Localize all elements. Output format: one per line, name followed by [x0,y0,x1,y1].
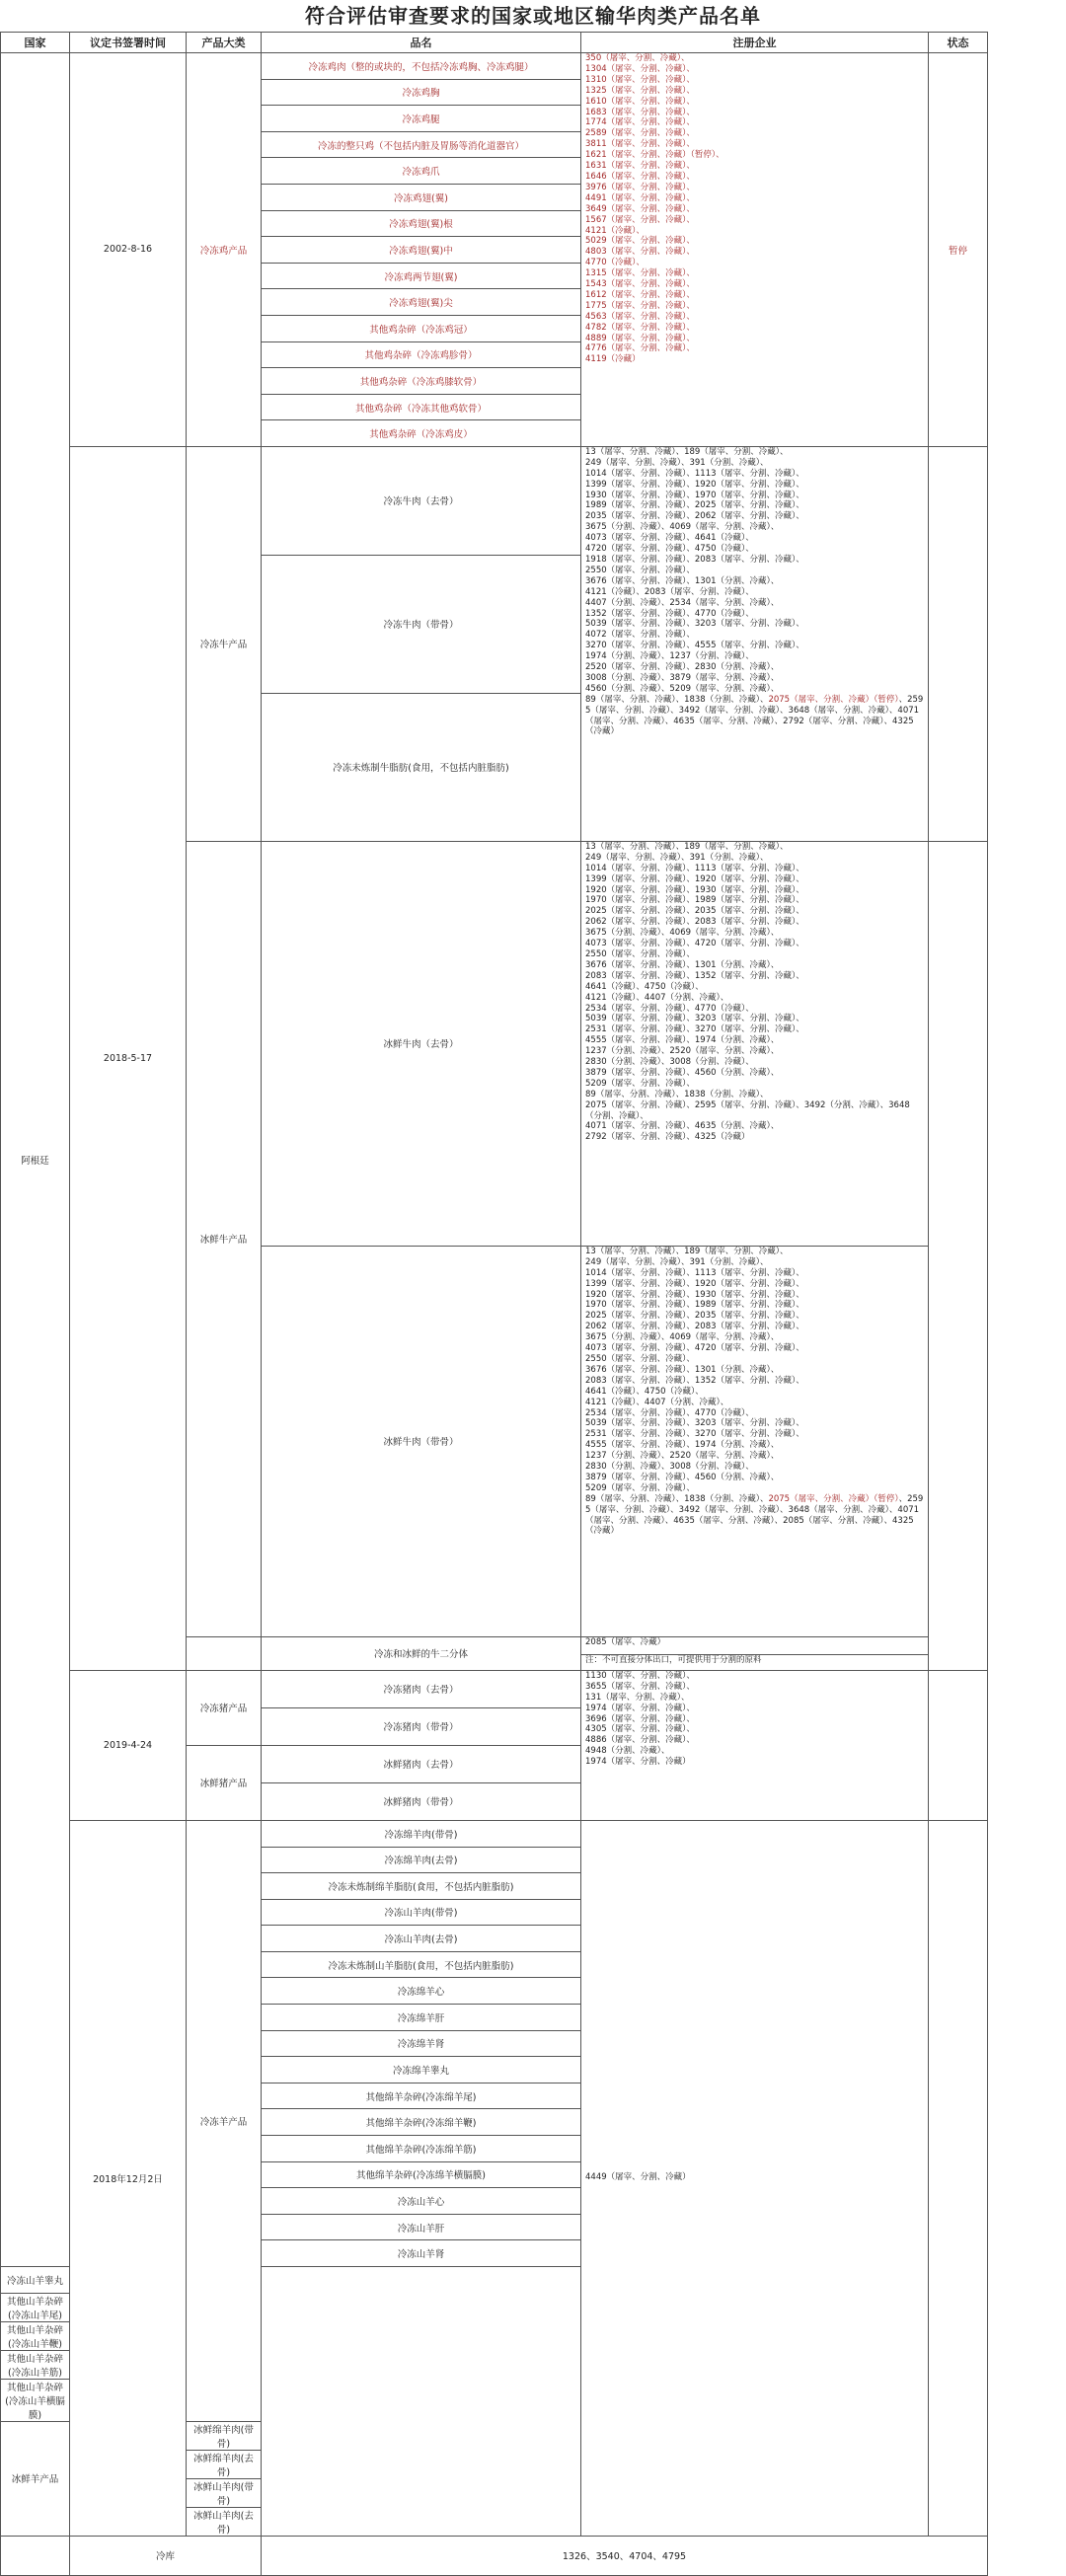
pork-date: 2019-4-24 [70,1670,187,1820]
product-name: 冷冻山羊肉(带骨) [262,1899,581,1926]
product-name: 其他山羊杂碎(冷冻山羊筋) [1,2350,70,2379]
product-name: 冷冻绵羊肝 [262,2005,581,2031]
enterprise-list: 13（屠宰、分割、冷藏）、189（屠宰、分割、冷藏）、 249（屠宰、分割、冷藏）、391（分割、冷藏）、 1014（屠宰、分割、冷藏）、1113（屠宰、分割、冷藏）、 1399（屠宰、分割、冷藏）、1920（屠宰、分割、冷藏）、 1930（屠宰、分割、冷藏）、1970（屠宰、分割、冷藏）、 1989（屠宰、分割、冷藏）、2025（屠宰、分割、冷藏）、 2035（屠宰、分割、冷藏）、2062（屠宰、分割、冷藏）、 3675（分割、冷藏）、4069（屠宰、分割、冷藏）、 4073（屠宰、分割、冷藏）、4641（冷藏）、 4720（屠宰、分割、冷藏）、4750（冷藏）、 1918（屠宰、分割、冷藏）、2083（屠宰、分割、冷藏）、 2550（屠宰、分割、冷藏）、 3676（屠宰、分割、冷藏）、1301（分割、冷藏）、 4121（冷藏）、2083（屠宰、分割、冷藏）、 4407（分割、冷藏）、2534（屠宰、分割、冷藏）、 1352（屠宰、分割、冷藏）、4770（冷藏）、 5039（屠宰、分割、冷藏）、3203（屠宰、分割、冷藏）、 4072（屠宰、分割、冷藏）、 3270（屠宰、分割、冷藏）、4555（屠宰、分割、冷藏）、 1974（分割、冷藏）、1237（分割、冷藏）、 2520（屠宰、分割、冷藏）、2830（分割、冷藏）、 3008（分割、冷藏）、3879（屠宰、分割、冷藏）、 4560（分割、冷藏）、5209（屠宰、分割、冷藏）、 89（屠宰、分割、冷藏）、1838（分割、冷藏）、 [585,446,804,705]
enterprise-list: 13（屠宰、分割、冷藏）、189（屠宰、分割、冷藏）、 249（屠宰、分割、冷藏）、391（分割、冷藏）、 1014（屠宰、分割、冷藏）、1113（屠宰、分割、冷藏）、 1399（屠宰、分割、冷藏）、1920（屠宰、分割、冷藏）、 1920（屠宰、分割、冷藏）、1930（屠宰、分割、冷藏）、 1970（屠宰、分割、冷藏）、1989（屠宰、分割、冷藏）、 2025（屠宰、分割、冷藏）、2035（屠宰、分割、冷藏）、 2062（屠宰、分割、冷藏）、2083（屠宰、分割、冷藏）、 3675（分割、冷藏）、4069（屠宰、分割、冷藏）、 4073（屠宰、分割、冷藏）、4720（屠宰、分割、冷藏）、 2550（屠宰、分割、冷藏）、 3676（屠宰、分割、冷藏）、1301（分割、冷藏）、 2083（屠宰、分割、冷藏）、1352（屠宰、分割、冷藏）、 4641（冷藏）、4750（冷藏）、 4121（冷藏）、4407（分割、冷藏）、 2534（屠宰、分割、冷藏）、4770（冷藏）、 5039（屠宰、分割、冷藏）、3203（屠宰、分割、冷藏）、 2531（屠宰、分割、冷藏）、3270（屠宰、分割、冷藏）、 4555（屠宰、分割、冷藏）、1974（分割、冷藏）、 1237（分割、冷藏）、2520（屠宰、分割、冷藏）、 2830（分割、冷藏）、3008（分割、冷藏）、 3879（屠宰、分割、冷藏）、4560（分割、冷藏）、 5209（屠宰、分割、冷藏）、 89（屠宰、分割、冷藏）、1838（分割、冷藏）、 [585,1246,804,1504]
product-name: 冷冻绵羊睾丸 [262,2057,581,2084]
header-status: 状态 [929,33,988,53]
product-name: 冷冻鸡肉（整的或块的，不包括冷冻鸡胸、冷冻鸡腿） [262,53,581,80]
product-name: 冷冻鸡腿 [262,106,581,132]
frozen-sheep-category: 冷冻羊产品 [187,1820,262,2421]
product-name: 冷冻未炼制绵羊脂肪(食用，不包括内脏脂肪) [262,1873,581,1900]
chilled-beef-deboned-enterprises: 13（屠宰、分割、冷藏）、189（屠宰、分割、冷藏）、 249（屠宰、分割、冷藏）、391（分割、冷藏）、 1014（屠宰、分割、冷藏）、1113（屠宰、分割、冷藏）、 1399（屠宰、分割、冷藏）、1920（屠宰、分割、冷藏）、 1920（屠宰、分割、冷藏）、1930（屠宰、分割、冷藏）、 1970（屠宰、分割、冷藏）、1989（屠宰、分割、冷藏）、 2025（屠宰、分割、冷藏）、2035（屠宰、分割、冷藏）、 2062（屠宰、分割、冷藏）、2083（屠宰、分割、冷藏）、 3675（分割、冷藏）、4069（屠宰、分割、冷藏）、 4073（屠宰、分割、冷藏）、4720（屠宰、分割、冷藏）、 2550（屠宰、分割、冷藏）、 3676（屠宰、分割、冷藏）、1301（分割、冷藏）、 2083（屠宰、分割、冷藏）、1352（屠宰、分割、冷藏）、 4641（冷藏）、4750（冷藏）、 4121（冷藏）、4407（分割、冷藏）、 2534（屠宰、分割、冷藏）、4770（冷藏）、 5039（屠宰、分割、冷藏）、3203（屠宰、分割、冷藏）、 2531（屠宰、分割、冷藏）、3270（屠宰、分割、冷藏）、 4555（屠宰、分割、冷藏）、1974（分割、冷藏）、 1237（分割、冷藏）、2520（屠宰、分割、冷藏）、 2830（分割、冷藏）、3008（分割、冷藏）、 3879（屠宰、分割、冷藏）、4560（分割、冷藏）、 5209（屠宰、分割、冷藏）、 89（屠宰、分割、冷藏）、1838（分割、冷藏）、 2075（屠宰、分割、冷藏）、2595（屠宰、分割、冷藏）、3492（分割、冷藏）、3648（分割、冷藏）、 4071（屠宰、分割、冷藏）、4635（分割、冷藏）、 2792（屠宰、分割、冷藏）、4325（冷藏） [581,841,929,1246]
product-name: 冷冻猪肉（带骨） [262,1707,581,1745]
product-name: 冰鲜猪肉（去骨） [262,1745,581,1782]
product-name: 冰鲜绵羊肉(去骨) [187,2450,262,2478]
product-name: 冷冻猪肉（去骨） [262,1670,581,1707]
suspended-enterprise: 2075（屠宰、分割、冷藏）（暂停） [768,1493,899,1504]
product-name: 冷冻鸡翅(翼)中 [262,237,581,264]
empty-status [929,1820,988,2536]
product-name: 其他绵羊杂碎(冷冻绵羊横膈膜) [262,2161,581,2188]
product-name: 冷冻绵羊肉(去骨) [262,1847,581,1873]
empty-status [929,1670,988,1820]
product-name: 冰鲜绵羊肉(带骨) [187,2421,262,2450]
product-name: 其他山羊杂碎(冷冻山羊横膈膜) [1,2379,70,2421]
product-name: 冷冻未炼制牛脂肪(食用，不包括内脏脂肪) [262,693,581,841]
product-name: 冰鲜牛肉（带骨） [262,1246,581,1636]
product-name: 冷冻牛肉（去骨） [262,446,581,555]
product-name: 冷冻山羊肾 [262,2240,581,2267]
pork-enterprises: 1130（屠宰、分割、冷藏）、 3655（屠宰、分割、冷藏）、 131（屠宰、分割、冷藏）、 1974（屠宰、分割、冷藏）、 3696（屠宰、分割、冷藏）、 4305（屠宰、分割、冷藏）、 4886（屠宰、分割、冷藏）、 4948（分割、冷藏）、 1974（屠宰、分割、冷藏） [581,1670,929,1820]
product-name: 冰鲜猪肉（带骨） [262,1782,581,1820]
product-name: 冷冻绵羊心 [262,1978,581,2005]
product-name: 其他山羊杂碎(冷冻山羊鞭) [1,2321,70,2350]
product-list-table [0,32,988,2576]
frozen-beef-enterprises [581,446,929,841]
header-country: 国家 [1,33,70,53]
header-row [1,33,988,53]
chicken-enterprises: 350（屠宰、分割、冷藏）、 1304（屠宰、分割、冷藏）、 1310（屠宰、分割、冷藏）、 1325（屠宰、分割、冷藏）、 1610（屠宰、分割、冷藏）、 1683（屠宰、分割、冷藏）、 1774（屠宰、分割、冷藏）、 2589（屠宰、分割、冷藏）、 3811（屠宰、分割、冷藏）、 1621（屠宰、分割、冷藏）（暂停）、 1631（屠宰、分割、冷藏）、 1646（屠宰、分割、冷藏）、 3976（屠宰、分割、冷藏）、 4491（屠宰、分割、冷藏）、 3649（屠宰、分割、冷藏）、 1567（屠宰、分割、冷藏）、 4121（冷藏）、 5029（屠宰、分割、冷藏）、 4803（屠宰、分割、冷藏）、 4770（冷藏）、 1315（屠宰、分割、冷藏）、 1543（屠宰、分割、冷藏）、 1612（屠宰、分割、冷藏）、 1775（屠宰、分割、冷藏）、 4563（屠宰、分割、冷藏）、 4782（屠宰、分割、冷藏）、 4889（屠宰、分割、冷藏）、 4776（屠宰、分割、冷藏）、 4119（冷藏） [581,53,929,447]
empty-category [187,1636,262,1670]
half-carcass-enterprise: 2085（屠宰、冷藏） [581,1636,929,1654]
product-name: 冷冻鸡翅(翼) [262,184,581,210]
frozen-pork-category: 冷冻猪产品 [187,1670,262,1745]
empty-status [929,841,988,1670]
chicken-date: 2002-8-16 [70,53,187,447]
header-product: 品名 [262,33,581,53]
cold-storage-enterprises: 1326、3540、4704、4795 [262,2536,988,2575]
product-name: 冰鲜牛肉（去骨） [262,841,581,1246]
half-carcass-note: 注：不可直接分体出口，可提供用于分割的原料 [581,1654,929,1670]
sheep-enterprises: 4449（屠宰、分割、冷藏） [581,1820,929,2536]
product-name: 冷冻鸡翅(翼)根 [262,210,581,237]
beef-date: 2018-5-17 [70,446,187,1670]
product-name: 冷冻和冰鲜的牛二分体 [262,1636,581,1670]
product-name: 冷冻山羊肝 [262,2214,581,2240]
product-name: 其他鸡杂碎（冷冻鸡膝软骨） [262,368,581,395]
product-name: 其他绵羊杂碎(冷冻绵羊鞭) [262,2109,581,2136]
product-name: 其他绵羊杂碎(冷冻绵羊筋) [262,2136,581,2162]
chilled-beef-bonein-enterprises [581,1246,929,1636]
product-name: 其他绵羊杂碎(冷冻绵羊尾) [262,2083,581,2109]
product-name: 冷冻鸡胸 [262,79,581,106]
chicken-category: 冷冻鸡产品 [187,53,262,447]
chilled-pork-category: 冰鲜猪产品 [187,1745,262,1820]
product-name: 冷冻山羊睾丸 [1,2267,70,2294]
header-enterprise: 注册企业 [581,33,929,53]
sheep-date: 2018年12月2日 [70,1820,187,2536]
header-date: 议定书签署时间 [70,33,187,53]
empty-status [929,446,988,841]
product-name: 其他鸡杂碎（冷冻鸡冠） [262,315,581,341]
product-name: 冷冻鸡爪 [262,158,581,185]
frozen-beef-category: 冷冻牛产品 [187,446,262,841]
product-name: 冷冻绵羊肾 [262,2030,581,2057]
product-name: 冷冻绵羊肉(带骨) [262,1820,581,1847]
product-name: 其他山羊杂碎(冷冻山羊尾) [1,2293,70,2321]
product-name: 冷冻山羊肉(去骨) [262,1926,581,1952]
country-cell: 阿根廷 [1,53,70,2267]
empty-country [1,2536,70,2575]
chilled-sheep-category: 冰鲜羊产品 [1,2421,70,2536]
product-name: 冷冻牛肉（带骨） [262,555,581,693]
product-name: 其他鸡杂碎（冷冻鸡胗骨） [262,341,581,368]
product-name: 冰鲜山羊肉(带骨) [187,2478,262,2507]
chilled-beef-category: 冰鲜牛产品 [187,841,262,1636]
document-title: 符合评估审查要求的国家或地区输华肉类产品名单 [305,4,761,28]
product-name: 冷冻未炼制山羊脂肪(食用，不包括内脏脂肪) [262,1951,581,1978]
enterprise-list: 、2595（屠宰、分割、冷藏）、3492（屠宰、分割、冷藏）、3648（屠宰、分割、冷藏）、4071（屠宰、分割、冷藏）、4635（屠宰、分割、冷藏）、2085（屠宰、分割、冷藏）、4325（冷藏） [585,1493,924,1537]
product-name: 冷冻山羊心 [262,2188,581,2215]
product-name: 冷冻鸡两节翅(翼) [262,263,581,289]
cold-storage-label: 冷库 [70,2536,262,2575]
product-name: 其他鸡杂碎（冷冻鸡皮） [262,420,581,447]
product-name: 冰鲜山羊肉(去骨) [187,2507,262,2536]
product-name: 其他鸡杂碎（冷冻其他鸡软骨） [262,394,581,420]
header-category: 产品大类 [187,33,262,53]
suspended-enterprise: 2075（屠宰、分割、冷藏）（暂停） [768,694,899,705]
chicken-status: 暂停 [929,53,988,447]
product-name: 冷冻的整只鸡（不包括内脏及胃肠等消化道器官） [262,131,581,158]
product-name: 冷冻鸡翅(翼)尖 [262,289,581,316]
enterprise-list: 、2595（屠宰、分割、冷藏）、3492（屠宰、分割、冷藏）、3648（屠宰、分割、冷藏）、4071（屠宰、分割、冷藏）、4635（屠宰、分割、冷藏）、2792（屠宰、分割、冷藏）、4325（冷藏） [585,694,924,737]
